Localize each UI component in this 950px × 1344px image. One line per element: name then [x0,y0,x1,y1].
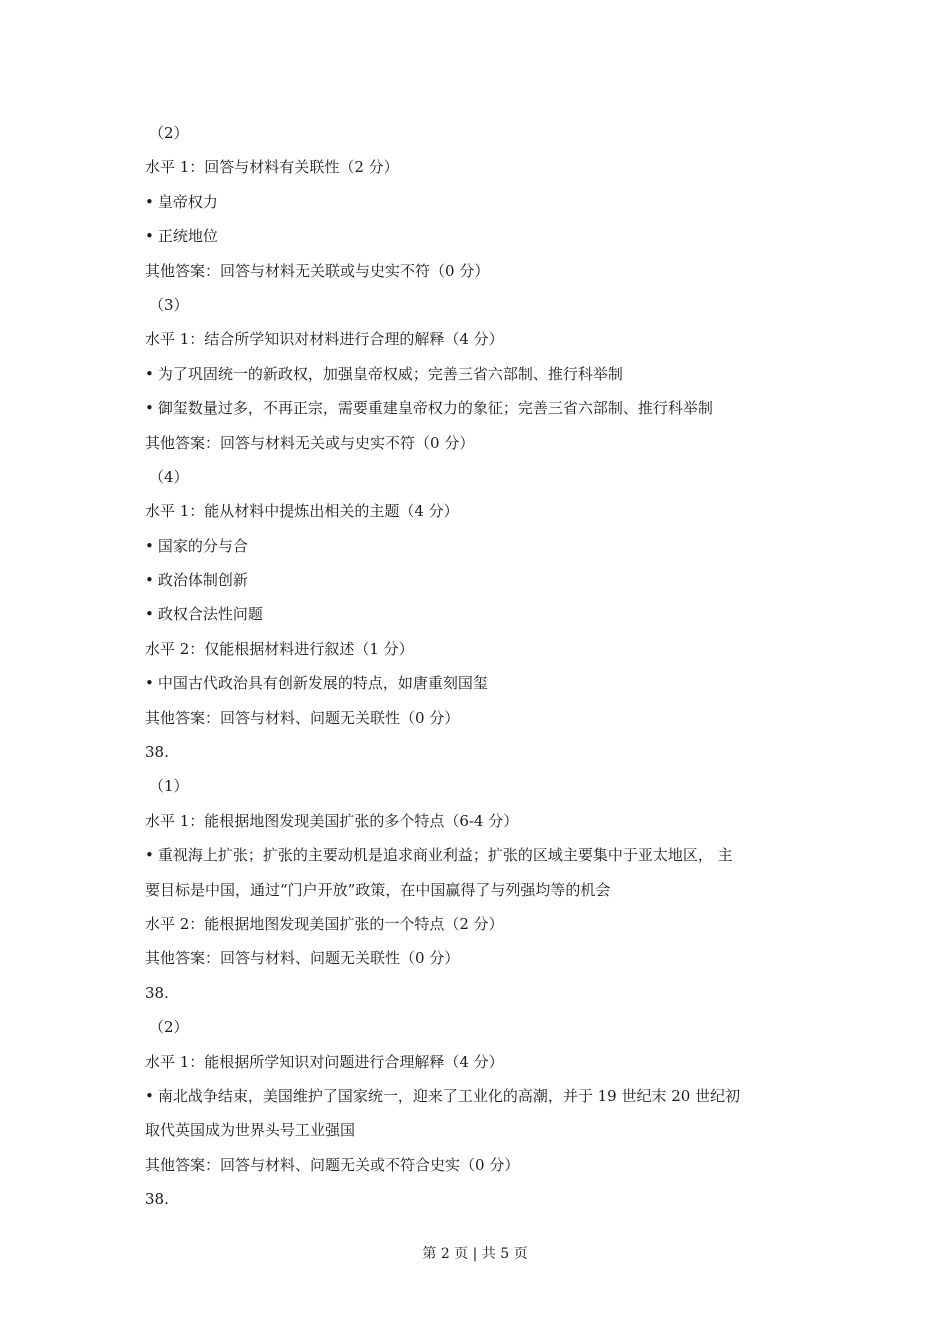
subsection-label: （1） [149,777,189,796]
document-body [145,116,815,1217]
bullet-line: • 国家的分与合 [145,529,815,563]
text-line: 其他答案：回答与材料、问题无关联性（0 分） [145,708,460,727]
bullet-line: • 南北战争结束，美国维护了国家统一，迎来了工业化的高潮，并于 19 世纪末 20 世纪初 [145,1079,815,1113]
subsection-label: （2） [149,1018,189,1037]
bullet-line: • 正统地位 [145,219,815,253]
bullet-line: • 御玺数量过多，不再正宗，需要重建皇帝权力的象征；完善三省六部制、推行科举制 [145,391,815,425]
text-line: 其他答案：回答与材料、问题无关联性（0 分） [145,949,460,968]
text-line: 水平 1：能根据所学知识对问题进行合理解释（4 分） [145,1052,504,1071]
text-line: 其他答案：回答与材料、问题无关或不符合史实（0 分） [145,1155,520,1174]
bullet-line: • 政治体制创新 [145,563,815,597]
text-line: 水平 1：能根据地图发现美国扩张的多个特点（6-4 分） [145,811,519,830]
bullet-line: • 皇帝权力 [145,185,815,219]
bullet-line: • 为了巩固统一的新政权，加强皇帝权威；完善三省六部制、推行科举制 [145,357,815,391]
text-line: 38. [145,743,169,762]
text-line: 要目标是中国，通过“门户开放”政策，在中国赢得了与列强均等的机会 [145,880,611,899]
subsection-label: （2） [149,124,189,142]
subsection-label: （4） [149,467,189,486]
bullet-line: • 中国古代政治具有创新发展的特点，如唐重刻国玺 [145,666,815,700]
text-line: 取代英国成为世界头号工业强国 [145,1121,356,1140]
text-line: 38. [145,1190,169,1209]
text-line: 水平 2：仅能根据材料进行叙述（1 分） [145,639,414,658]
text-line: 其他答案：回答与材料无关联或与史实不符（0 分） [145,261,490,280]
subsection-label: （3） [149,295,189,314]
bullet-line: • 重视海上扩张；扩张的主要动机是追求商业利益；扩张的区域主要集中于亚太地区， 主 [145,838,815,872]
text-line: 38. [145,983,169,1002]
text-line: 其他答案：回答与材料无关或与史实不符（0 分） [145,433,475,452]
text-line: 水平 1：能从材料中提炼出相关的主题（4 分） [145,502,459,521]
text-line: 水平 2：能根据地图发现美国扩张的一个特点（2 分） [145,914,504,933]
text-line: 水平 1：回答与材料有关联性（2 分） [145,158,399,177]
text-line: 水平 1：结合所学知识对材料进行合理的解释（4 分） [145,330,504,349]
bullet-line: • 政权合法性问题 [145,597,815,631]
page-footer: 第 2 页 | 共 5 页 [422,1246,528,1262]
